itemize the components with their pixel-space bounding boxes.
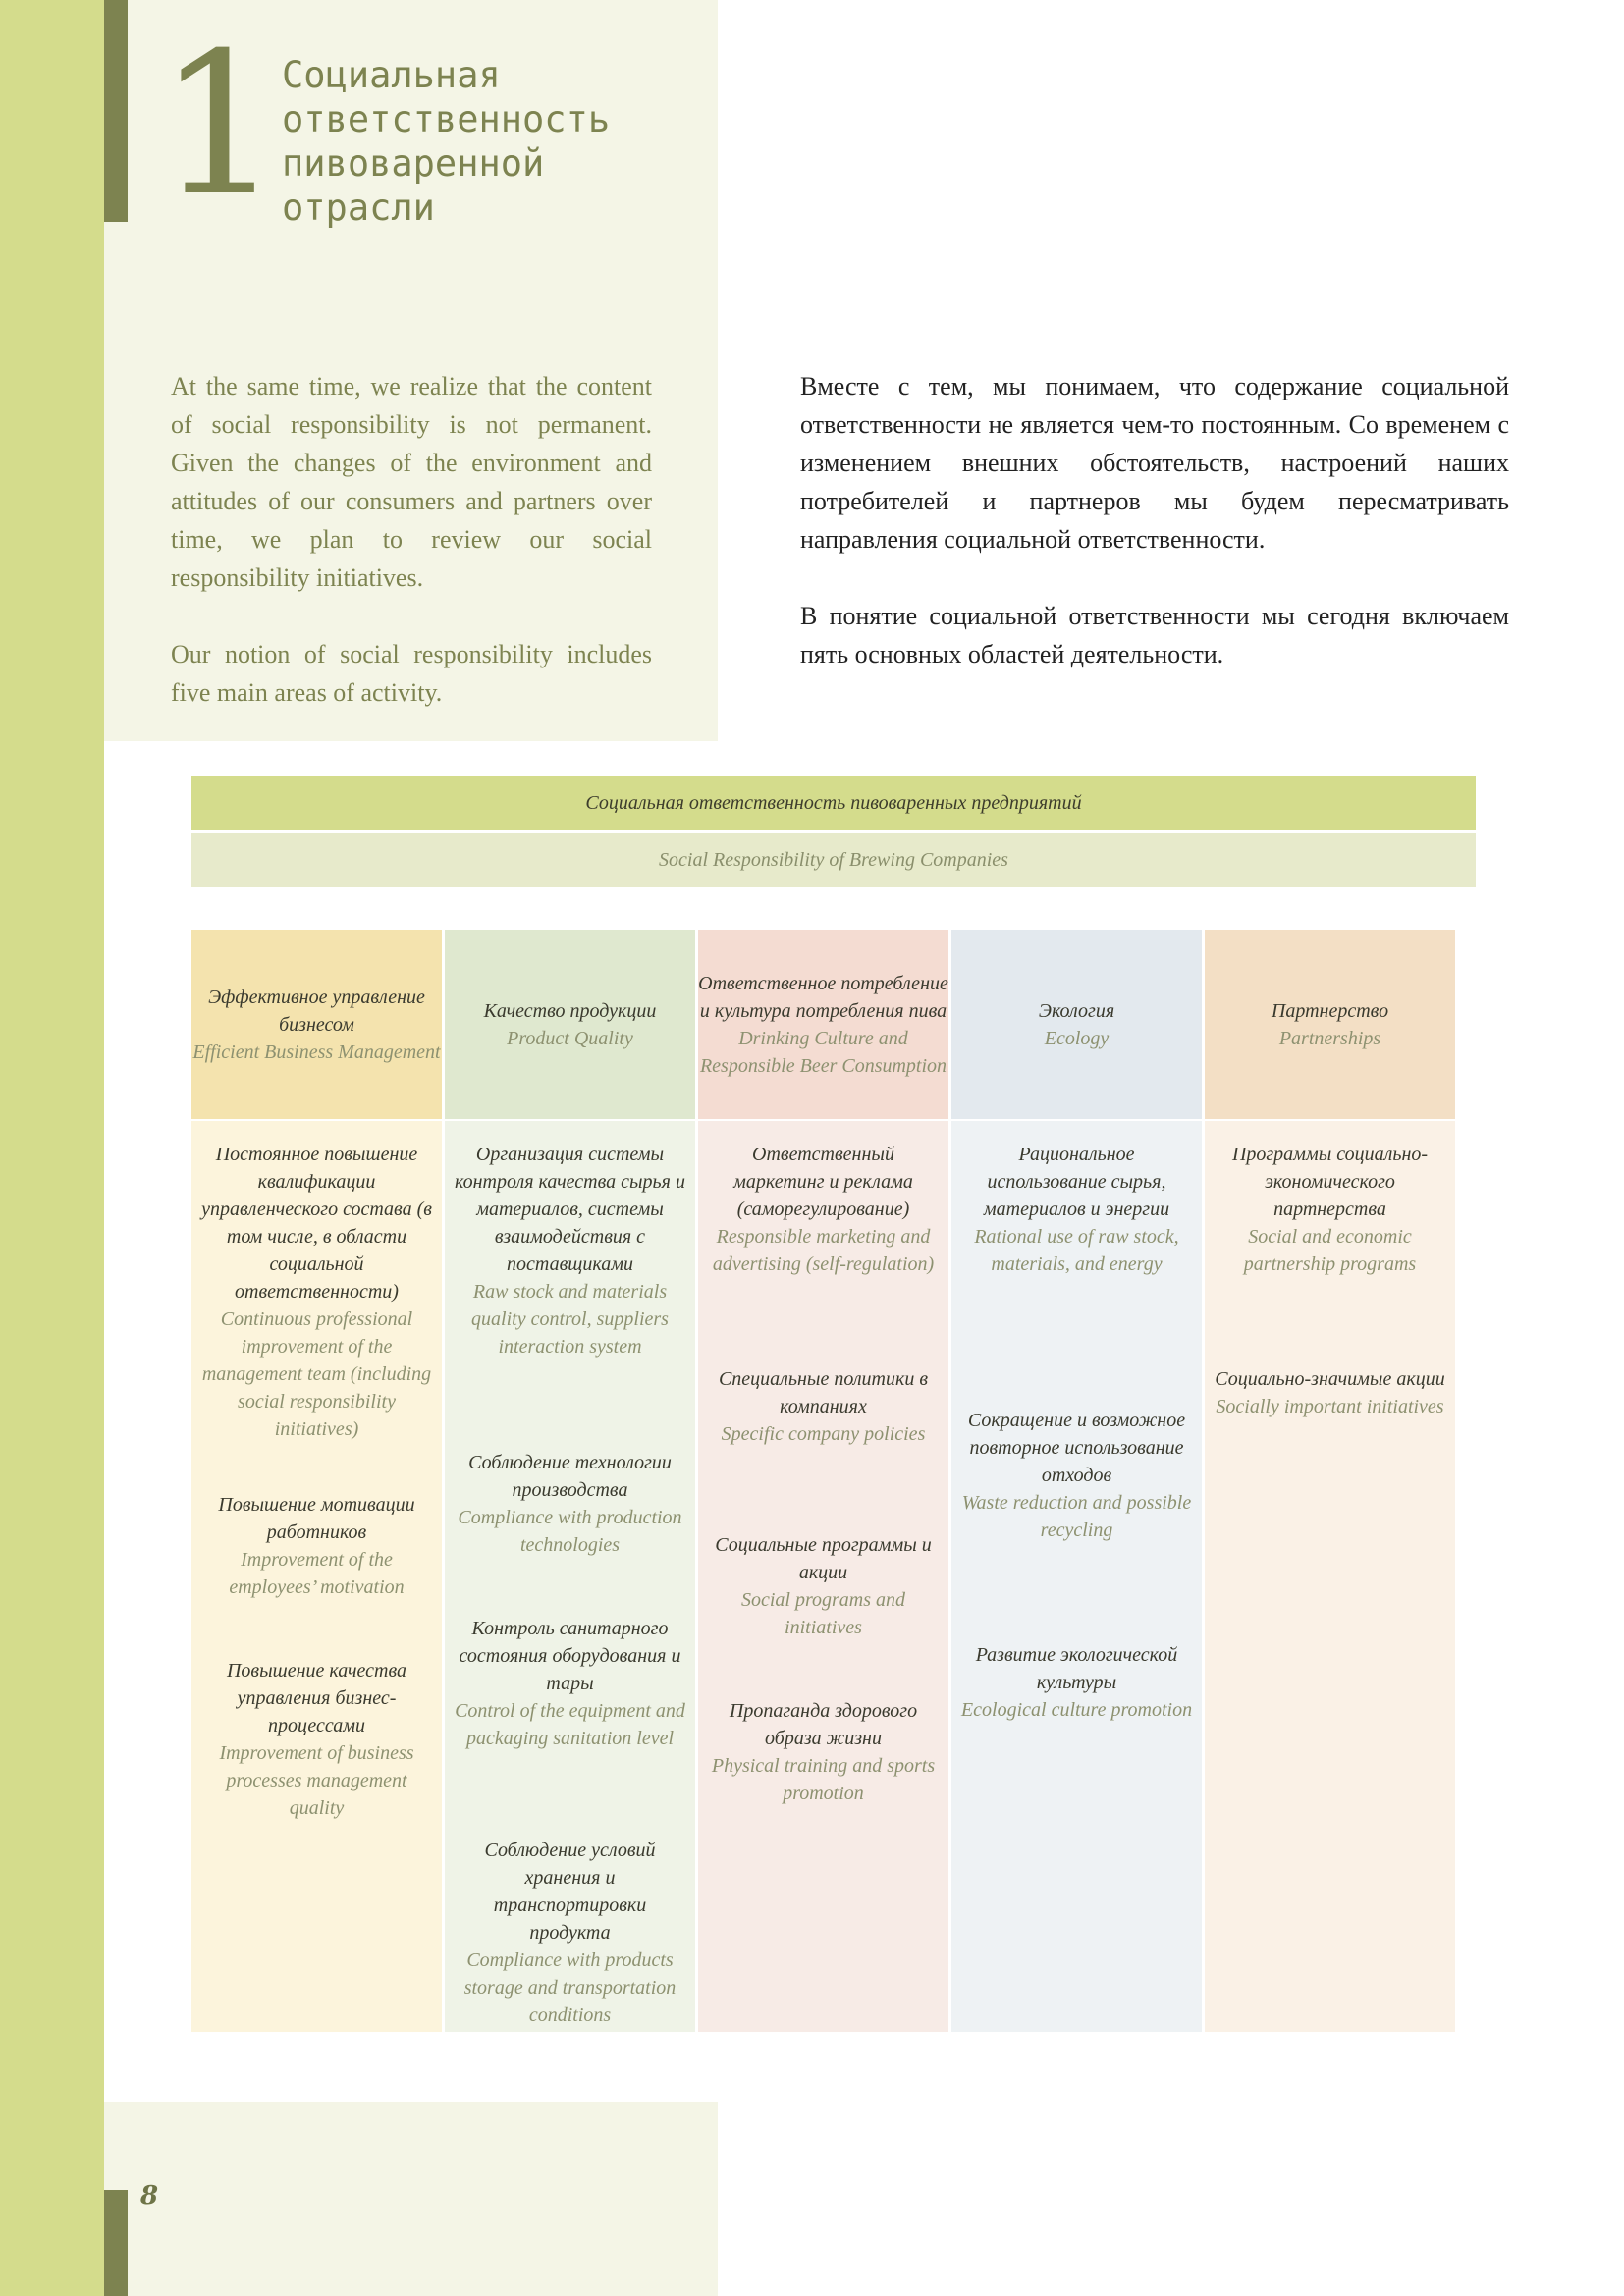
area-item-en: Control of the equipment and packaging sanitation level bbox=[455, 1700, 685, 1749]
area-header bbox=[191, 930, 442, 1119]
intro-paragraph-ru: Вместе с тем, мы понимаем, что содержание социальной ответственности не является чем-то постоянным. Со временем с изменением внешних обстоятельств, настроений наших потребителей и партнеров мы будем пересматривать направления социальной ответственности. bbox=[800, 372, 1509, 554]
area-item bbox=[706, 1531, 941, 1641]
area-title-ru: Эффективное управление бизнесом bbox=[208, 986, 425, 1036]
area-item bbox=[1213, 1365, 1447, 1420]
area-title-en: Drinking Culture and Responsible Beer Consumption bbox=[699, 1027, 947, 1077]
footer-accent-bar bbox=[104, 2190, 128, 2296]
area-item-ru: Контроль санитарного состояния оборудования и тары bbox=[459, 1618, 681, 1694]
area-item-ru: Постоянное повышение квалификации управленческого состава (в том числе, в области социальной ответственности) bbox=[201, 1144, 432, 1303]
area-item bbox=[199, 1657, 434, 1822]
area-item-ru: Социально-значимые акции bbox=[1215, 1368, 1445, 1390]
area-item bbox=[959, 1141, 1194, 1278]
area-title-ru: Качество продукции bbox=[483, 999, 657, 1022]
area-item-en: Improvement of business processes management quality bbox=[219, 1742, 414, 1819]
area-column bbox=[445, 930, 695, 2032]
area-column bbox=[698, 930, 948, 2032]
area-item bbox=[706, 1141, 941, 1278]
chapter-number: 1 bbox=[157, 11, 279, 240]
area-body bbox=[1205, 1121, 1455, 2032]
area-item-en: Socially important initiatives bbox=[1216, 1396, 1444, 1417]
area-header bbox=[951, 930, 1202, 1119]
diagram-title-ru: Социальная ответственность пивоваренных предприятий bbox=[191, 776, 1476, 830]
area-item-en: Responsible marketing and advertising (self-regulation) bbox=[712, 1226, 935, 1275]
area-title-en: Product Quality bbox=[507, 1027, 633, 1049]
area-header bbox=[1205, 930, 1455, 1119]
area-column bbox=[1205, 930, 1455, 2032]
chapter-title-line: Социальная bbox=[282, 54, 501, 96]
footer-panel-background bbox=[104, 2102, 718, 2296]
area-item bbox=[706, 1697, 941, 1807]
area-item bbox=[1213, 1141, 1447, 1278]
chapter-title-line: отрасли bbox=[282, 187, 435, 229]
chapter-title-line: пивоваренной bbox=[282, 142, 545, 185]
area-header bbox=[445, 930, 695, 1119]
area-column bbox=[191, 930, 442, 2032]
area-item-en: Compliance with production technologies bbox=[458, 1507, 682, 1556]
intro-text-english bbox=[171, 367, 652, 750]
area-item-ru: Рациональное использование сырья, материалов и энергии bbox=[983, 1144, 1170, 1220]
area-item bbox=[453, 1615, 687, 1752]
chapter-title bbox=[282, 53, 610, 230]
area-item bbox=[959, 1407, 1194, 1544]
area-header bbox=[698, 930, 948, 1119]
area-item bbox=[199, 1141, 434, 1443]
area-item bbox=[706, 1365, 941, 1448]
area-item-ru: Повышение качества управления бизнес-процессами bbox=[226, 1660, 407, 1736]
left-margin-band bbox=[0, 0, 104, 2296]
area-item bbox=[199, 1491, 434, 1601]
area-item-en: Rational use of raw stock, materials, and energy bbox=[974, 1226, 1179, 1275]
area-body bbox=[951, 1121, 1202, 2032]
area-item-en: Ecological culture promotion bbox=[960, 1699, 1193, 1721]
area-item-en: Raw stock and materials quality control, suppliers interaction system bbox=[471, 1281, 669, 1358]
intro-paragraph-ru: В понятие социальной ответственности мы сегодня включаем пять основных областей деятельности. bbox=[800, 602, 1509, 668]
area-body bbox=[698, 1121, 948, 2032]
area-item-ru: Социальные программы и акции bbox=[715, 1534, 932, 1583]
area-item-en: Compliance with products storage and transportation conditions bbox=[463, 1949, 677, 2026]
area-item bbox=[453, 1837, 687, 2029]
area-body bbox=[191, 1121, 442, 2032]
area-item-ru: Организация системы контроля качества сырья и материалов, системы взаимодействия с поставщиками bbox=[455, 1144, 685, 1275]
area-item-ru: Повышение мотивации работников bbox=[218, 1494, 415, 1543]
area-title-en: Ecology bbox=[1044, 1027, 1110, 1049]
area-item-ru: Соблюдение условий хранения и транспортировки продукта bbox=[484, 1840, 656, 1944]
area-item-en: Social and economic partnership programs bbox=[1243, 1226, 1417, 1275]
area-item-ru: Сокращение и возможное повторное использование отходов bbox=[967, 1410, 1186, 1486]
area-title-en: Partnerships bbox=[1278, 1027, 1381, 1049]
area-item-en: Physical training and sports promotion bbox=[711, 1755, 936, 1804]
area-title-ru: Партнерство bbox=[1271, 999, 1389, 1022]
area-item-ru: Ответственный маркетинг и реклама (саморегулирование) bbox=[733, 1144, 913, 1220]
area-item bbox=[453, 1141, 687, 1361]
area-item-ru: Программы социально-экономического партнерства bbox=[1231, 1144, 1429, 1220]
area-item-ru: Соблюдение технологии производства bbox=[468, 1452, 672, 1501]
area-column bbox=[951, 930, 1202, 2032]
area-item-en: Continuous professional improvement of the management team (including social responsibility initiatives) bbox=[201, 1308, 432, 1440]
chapter-title-line: ответственность bbox=[282, 98, 611, 140]
area-item-en: Improvement of the employees’ motivation bbox=[229, 1549, 405, 1598]
area-item bbox=[453, 1449, 687, 1559]
chapter-accent-bar bbox=[104, 0, 128, 222]
area-title-ru: Ответственное потребление и культура потребления пива bbox=[698, 972, 948, 1022]
intro-paragraph-en: Our notion of social responsibility includes five main areas of activity. bbox=[171, 640, 652, 707]
area-item-en: Waste reduction and possible recycling bbox=[961, 1492, 1192, 1541]
area-item-en: Specific company policies bbox=[721, 1423, 926, 1445]
page-number: 8 bbox=[140, 2181, 159, 2211]
intro-paragraph-en: At the same time, we realize that the content of social responsibility is not permanent. Given the changes of the environment and attitudes of our consumers and partners over time, we plan to review our social responsibility initiatives. bbox=[171, 372, 652, 592]
area-item-ru: Пропаганда здорового образа жизни bbox=[729, 1700, 918, 1749]
intro-text-russian bbox=[800, 367, 1509, 712]
diagram-title-en: Social Responsibility of Brewing Companies bbox=[191, 833, 1476, 887]
area-item-en: Social programs and initiatives bbox=[740, 1589, 906, 1638]
area-title-en: Efficient Business Management bbox=[192, 1041, 441, 1063]
area-item bbox=[959, 1641, 1194, 1724]
area-title-ru: Экология bbox=[1038, 999, 1115, 1022]
area-item-ru: Развитие экологической культуры bbox=[975, 1644, 1178, 1693]
area-item-ru: Специальные политики в компаниях bbox=[718, 1368, 929, 1417]
area-body bbox=[445, 1121, 695, 2032]
